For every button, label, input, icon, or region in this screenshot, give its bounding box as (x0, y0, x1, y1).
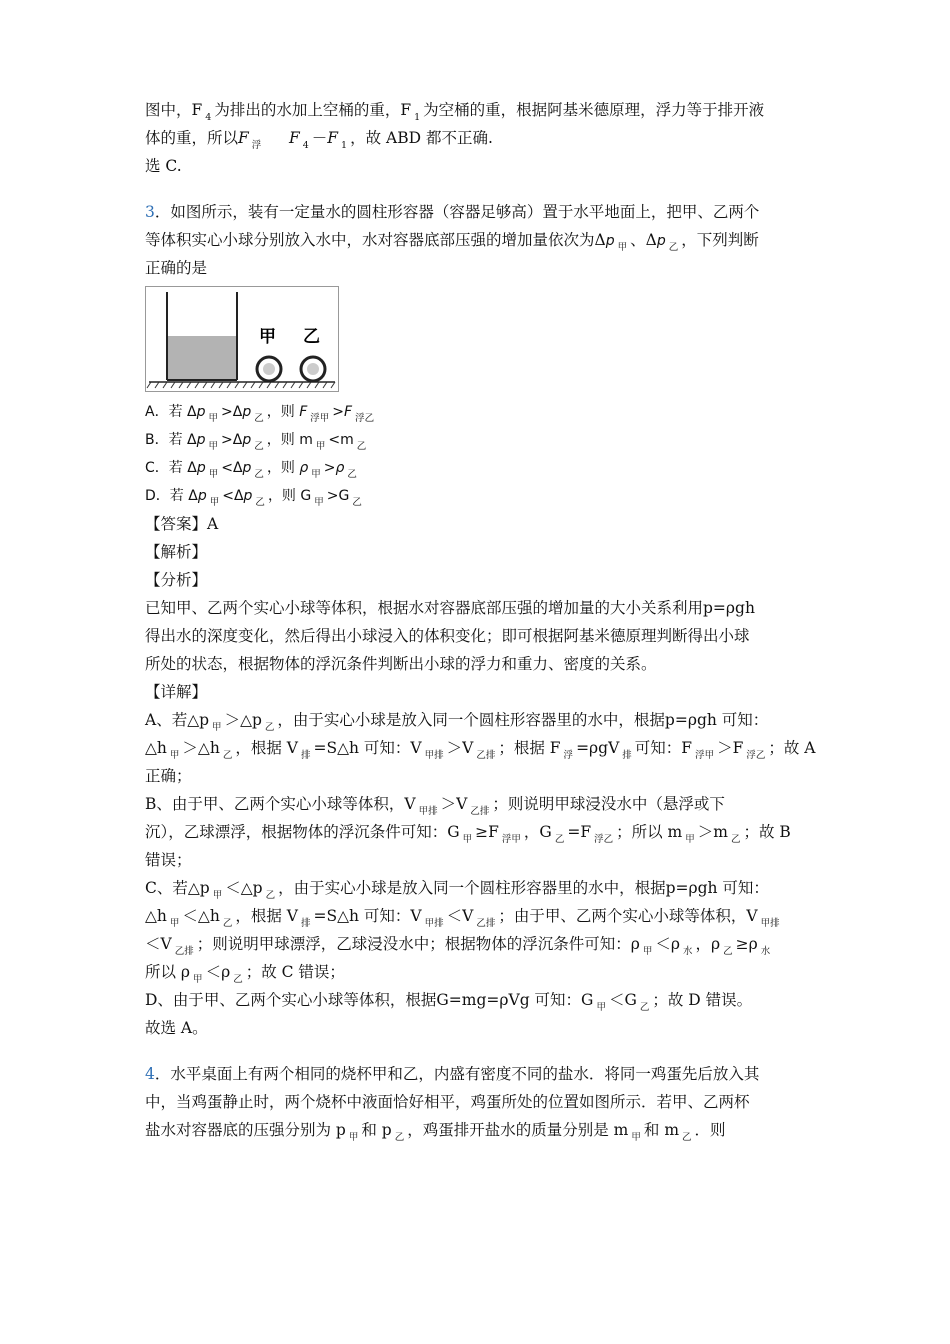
minus: － (311, 129, 328, 147)
sub: 1 (414, 112, 421, 123)
text: 可知：F (634, 739, 693, 757)
sol2-line1 (145, 96, 815, 124)
text: >G (326, 488, 350, 504)
text: <Δ (221, 460, 243, 476)
text: ；故 A (768, 739, 816, 757)
text: 图中，F (145, 101, 203, 119)
var-p: p (243, 488, 253, 504)
text: ＞F (717, 739, 744, 757)
var-F: F (344, 404, 353, 420)
ball-yi-shade (307, 363, 319, 375)
sub: 水 (760, 946, 771, 957)
sub: 甲 (212, 722, 222, 733)
text: C．若 Δ (145, 460, 197, 476)
label-yi: 乙 (303, 327, 320, 347)
text: ，根据 V (235, 907, 298, 925)
q4-line3 (145, 1116, 815, 1144)
text: ，则 (266, 404, 300, 420)
text: ，根据 V (235, 739, 298, 757)
fenxi-heading: 【分析】 (145, 571, 208, 589)
sub: 甲 (311, 469, 321, 480)
ball-jia-shade (263, 363, 275, 375)
option-c (145, 454, 815, 482)
detail-a-line3: 正确； (145, 767, 192, 785)
water (168, 336, 236, 380)
sub: 甲 (617, 242, 628, 253)
text: ＜G (608, 991, 637, 1009)
q4-line1 (145, 1060, 815, 1088)
sub: 乙 (668, 242, 679, 253)
sub: 乙 (233, 974, 243, 985)
sub: 排 (300, 750, 311, 761)
text: ＜△h (182, 907, 220, 925)
sub: 乙 (255, 497, 265, 508)
sub: 甲 (642, 946, 653, 957)
analysis-line3: 所处的状态，根据物体的浮沉条件判断出小球的浮力和重力、密度的关系。 (145, 655, 657, 673)
option-b (145, 426, 815, 454)
text: 等体积实心小球分别放入水中，水对容器底部压强的增加量依次为Δ (145, 231, 606, 249)
text: ．如图所示，装有一定量水的圆柱形容器（容器足够高）置于水平地面上，把甲、乙两个 (154, 203, 760, 221)
sub: 水 (682, 946, 693, 957)
sub: 甲 (209, 497, 220, 508)
sub: 甲 (208, 413, 219, 424)
text: =F (567, 823, 592, 841)
text: A．若 Δ (145, 404, 197, 420)
text: ，故 ABD 都不正确. (350, 129, 493, 147)
sub: 甲 (208, 441, 219, 452)
text: ．水平桌面上有两个相同的烧杯甲和乙，内盛有密度不同的盐水．将同一鸡蛋先后放入其 (154, 1065, 760, 1083)
text: ，由于实心小球是放入同一个圆柱形容器里的水中，根据p=ρgh 可知： (278, 879, 769, 897)
text: ＞△p (224, 711, 262, 729)
text: ；故 D 错误。 (652, 991, 753, 1009)
text: 所以 ρ (145, 963, 191, 981)
question-number: 4 (145, 1065, 155, 1083)
sub: 乙 (639, 1002, 650, 1013)
sol2-line3: 选 C. (145, 157, 182, 175)
analysis-line1: 已知甲、乙两个实心小球等体积，根据水对容器底部压强的增加量的大小关系利用p=ρgh (145, 599, 755, 617)
sub: 乙 (723, 946, 733, 957)
sub: 甲 (193, 974, 203, 985)
var-p: p (196, 460, 206, 476)
answer-line: 【答案】A (145, 515, 219, 533)
sub: 甲 (315, 441, 326, 452)
sub: 乙 (394, 1132, 405, 1143)
text: ，由于实心小球是放入同一个圆柱形容器里的水中，根据p=ρgh 可知： (277, 711, 769, 729)
option-a (145, 398, 815, 426)
text: △h (145, 907, 167, 925)
sub: 乙 (222, 918, 233, 929)
text: 为排出的水加上空桶的重，F (214, 101, 412, 119)
text: 、Δ (630, 231, 657, 249)
text: ，则 (266, 460, 300, 476)
analysis-line2: 得出水的深度变化，然后得出小球浸入的体积变化；即可根据阿基米德原理判断得出小球 (145, 627, 750, 645)
text: ≥ρ (735, 935, 758, 953)
var-rho: ρ (299, 460, 309, 476)
sub: 浮乙 (594, 834, 614, 845)
sub: 甲 (631, 1132, 641, 1143)
text: ；则说明甲球浸没水中（悬浮或下 (492, 795, 725, 813)
text: ＞V (440, 795, 468, 813)
text: 为空桶的重，根据阿基米德原理，浮力等于排开液 (423, 101, 765, 119)
q3-stem3: 正确的是 (145, 259, 208, 277)
sub: 排 (622, 750, 632, 761)
var-p: p (242, 404, 252, 420)
q3-stem1 (145, 198, 815, 226)
var-p: p (197, 488, 207, 504)
sub: 浮 (251, 140, 262, 151)
detail-b-line3: 错误； (145, 851, 192, 869)
text: ＞△h (182, 739, 220, 757)
text: 和 m (643, 1121, 680, 1139)
sub: 乙 (254, 413, 264, 424)
text: ，下列判断 (681, 231, 759, 249)
sub: 甲排 (424, 918, 444, 929)
text: ＜△p (225, 879, 263, 897)
text: D．若 Δ (145, 488, 198, 504)
text: ＞V (446, 739, 474, 757)
text: △h (145, 739, 167, 757)
sub: 1 (341, 140, 348, 151)
text: ．则 (694, 1121, 726, 1139)
sub: 浮甲 (695, 750, 715, 761)
detail-a-line2 (145, 734, 815, 762)
sub: 浮 (563, 750, 574, 761)
var-rho: ρ (335, 460, 345, 476)
formula-F: F (238, 129, 249, 147)
detail-a-line1 (145, 706, 815, 734)
detail-b-line1 (145, 790, 815, 818)
text: ；根据 F (498, 739, 561, 757)
text: 盐水对容器底的压强分别为 p (145, 1121, 346, 1139)
text: =ρgV (576, 739, 620, 757)
var-F: F (299, 404, 308, 420)
sub: 浮甲 (310, 413, 330, 424)
text: ，则 G (267, 488, 312, 504)
text: ＜V (145, 935, 172, 953)
text: B．若 Δ (145, 432, 197, 448)
text: 和 p (361, 1121, 392, 1139)
detail-b-line2 (145, 818, 815, 846)
text: C、若△p (145, 879, 210, 897)
sub: 甲 (596, 1002, 606, 1013)
container-balls-diagram (145, 286, 339, 392)
text: > (323, 460, 336, 476)
document-page (145, 96, 815, 1144)
sub: 乙 (730, 834, 741, 845)
text: ；故 C 错误； (245, 963, 345, 981)
var-p: p (196, 432, 206, 448)
sub: 甲 (208, 469, 219, 480)
formula-F4: F (288, 129, 300, 147)
xiangjie-heading: 【详解】 (145, 683, 208, 701)
sol2-line2 (145, 124, 815, 152)
text: =S△h 可知：V (313, 907, 422, 925)
sub: 甲排 (418, 806, 438, 817)
text: ＜ρ (655, 935, 680, 953)
text: ＜ρ (205, 963, 231, 981)
sub: 甲 (685, 834, 695, 845)
conclusion-line: 故选 A。 (145, 1019, 208, 1037)
text: ；所以 m (616, 823, 683, 841)
sub: 乙 (265, 890, 276, 901)
text: ，鸡蛋排开盐水的质量分别是 m (407, 1121, 629, 1139)
sub: 甲 (314, 497, 324, 508)
sub: 浮甲 (501, 834, 521, 845)
text: <Δ (222, 488, 244, 504)
sub: 乙排 (174, 946, 194, 957)
sub: 乙 (356, 441, 367, 452)
sub: 甲排 (760, 918, 780, 929)
text: <m (328, 432, 354, 448)
detail-c-line1 (145, 874, 815, 902)
text: B、由于甲、乙两个实心小球等体积，V (145, 795, 416, 813)
text: ，G (523, 823, 552, 841)
question-number: 3 (145, 203, 155, 221)
sub: 乙排 (476, 750, 496, 761)
text: ≥F (475, 823, 499, 841)
text: ＞m (697, 823, 728, 841)
text: ；故 B (743, 823, 791, 841)
sub: 浮乙 (746, 750, 766, 761)
text: 体的重，所以 (145, 129, 239, 147)
sub: 甲 (169, 918, 180, 929)
sub: 浮乙 (355, 413, 375, 424)
var-p: p (242, 460, 252, 476)
text: ，ρ (695, 935, 721, 953)
var-p: p (242, 432, 252, 448)
sub: 4 (302, 140, 309, 151)
sub: 甲 (462, 834, 473, 845)
sub: 乙排 (476, 918, 496, 929)
sub: 甲 (212, 890, 223, 901)
label-jia: 甲 (259, 327, 276, 347)
sub: 乙 (347, 469, 357, 480)
jiexi-heading: 【解析】 (145, 543, 208, 561)
detail-c-line3 (145, 930, 815, 958)
text: ；则说明甲球漂浮，乙球浸没水中；根据物体的浮沉条件可知：ρ (196, 935, 640, 953)
sub: 乙 (264, 722, 275, 733)
text: >Δ (221, 404, 243, 420)
var-p: p (605, 233, 615, 249)
q4-line2: 中，当鸡蛋静止时，两个烧杯中液面恰好相平，鸡蛋所处的位置如图所示．若甲、乙两杯 (145, 1093, 750, 1111)
q3-stem2 (145, 226, 815, 254)
text: ；由于甲、乙两个实心小球等体积，V (498, 907, 758, 925)
sub: 乙 (254, 441, 264, 452)
var-p: p (196, 404, 206, 420)
option-d (145, 482, 815, 510)
sub: 乙 (254, 469, 264, 480)
var-p: p (656, 233, 666, 249)
q3-figure (145, 286, 339, 392)
text: A、若△p (145, 711, 210, 729)
text: ＜V (446, 907, 474, 925)
text: 沉），乙球漂浮，根据物体的浮沉条件可知：G (145, 823, 460, 841)
sub: 4 (205, 112, 212, 123)
sub: 排 (300, 918, 311, 929)
sub: 乙 (554, 834, 565, 845)
text: ，则 m (266, 432, 313, 448)
text: >Δ (221, 432, 243, 448)
sub: 甲 (169, 750, 180, 761)
detail-d-line1 (145, 986, 815, 1014)
sub: 甲 (348, 1132, 359, 1143)
text: =S△h 可知：V (313, 739, 422, 757)
detail-c-line4 (145, 958, 815, 986)
sub: 乙 (222, 750, 233, 761)
text: D、由于甲、乙两个实心小球等体积，根据G=mg=ρVg 可知：G (145, 991, 594, 1009)
sub: 乙 (682, 1132, 692, 1143)
formula-F1: F (327, 129, 339, 147)
sub: 乙排 (470, 806, 490, 817)
detail-c-line2 (145, 902, 815, 930)
sub: 甲排 (424, 750, 444, 761)
sub: 乙 (352, 497, 362, 508)
text: > (332, 404, 344, 420)
